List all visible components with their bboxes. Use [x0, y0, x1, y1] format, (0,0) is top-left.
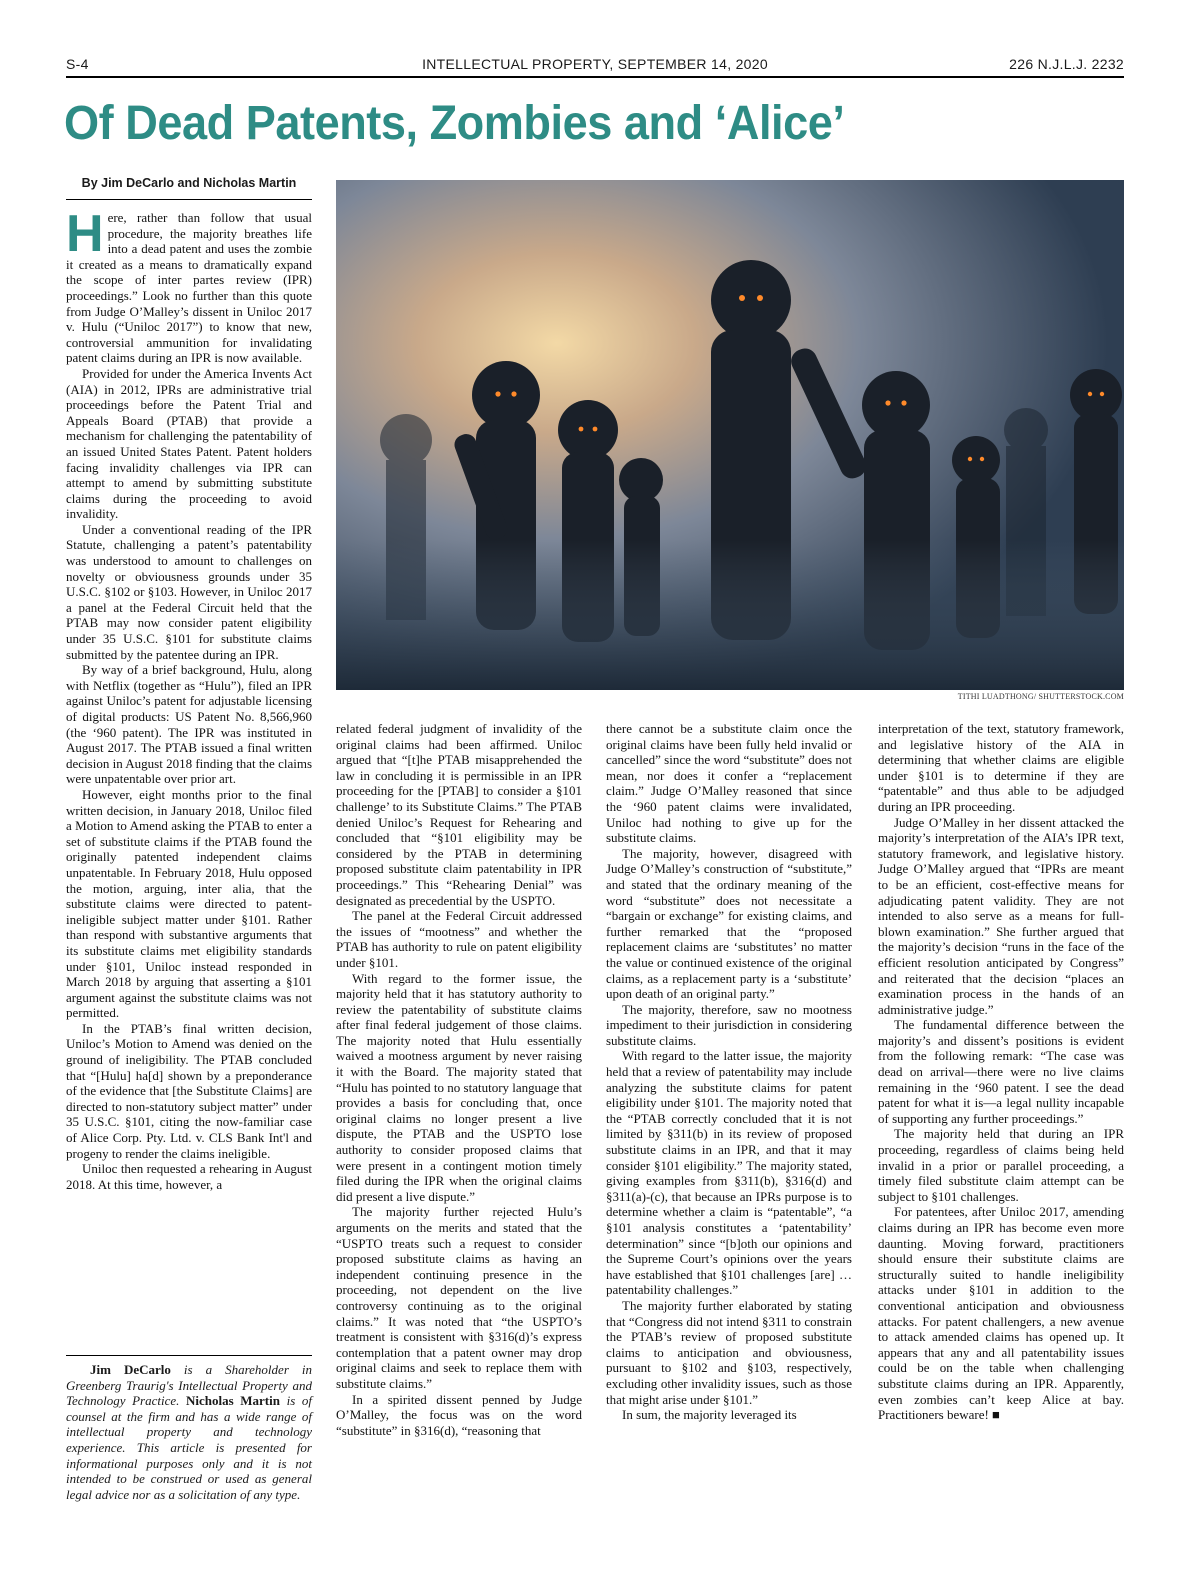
citation: 226 N.J.L.J. 2232: [1009, 56, 1124, 72]
byline: By Jim DeCarlo and Nicholas Martin: [66, 176, 312, 200]
running-header: [66, 56, 1124, 76]
paragraph: there cannot be a substitute claim once the original claims have been fully held invalid or cancelled” since the word “substitute” does not mean, nor does it confer a “replacement claim.” Judge O’Malley reasoned that since the ‘960 patent claims were invalidated, Uniloc had nothing to give up for the substitute claims.: [606, 721, 852, 846]
author-description: is a Shareholder in Greenberg Traurig's Intellectual Property and Technology Practice.: [66, 1362, 312, 1409]
paragraph: The majority, however, disagreed with Judge O’Malley’s construction of “substitute,” and stated that the ordinary meaning of the word “substitute” does not necessitate a “bargain or exchange” for existing claims, and further remarked that the “proposed replacement claims are ‘substitutes’ no matter the value or continued existence of the original claims, as a replacement party is a ‘substitute’ upon death of an original party.”: [606, 845, 852, 1002]
author-bio: [66, 1355, 312, 1502]
article-title: Of Dead Patents, Zombies and ‘Alice’: [64, 97, 845, 150]
paragraph: With regard to the latter issue, the majority held that a review of patentability may include analyzing the substitute claims for patent eligibility under §101. The majority noted that the “PTAB correctly concluded that it is not limited by §311(b) in its review of proposed substitute claims in an IPR, and that it may consider §101 eligibility.” The majority stated, giving examples from §311(b), §316(d) and §311(a)-(c), that because an IPRs purpose is to determine whether a claim is “patentable”, “a §101 analysis constitutes a ‘patentability’ determination” since “[b]oth our opinions and the Supreme Court’s opinions over the years have established that §101 challenges [are] … patentability challenges.”: [606, 1048, 852, 1298]
paragraph: By way of a brief background, Hulu, along with Netflix (together as “Hulu”), filed an IPR against Uniloc’s patent for adjustable licensing of digital products: US Patent No. 8,566,960 (the ‘960 patent). The IPR was instituted in August 2017. The PTAB issued a final written decision in August 2018 finding that the claims were unpatentable over prior art.: [66, 662, 312, 787]
paragraph: The majority further elaborated by stating that “Congress did not intend §311 to constrain the PTAB’s review of proposed substitute claims to anticipation and obviousness, pursuant to §102 and §103, respectively, excluding other invalidity issues, such as those that might arise under §101.”: [606, 1297, 852, 1407]
paragraph: For patentees, after Uniloc 2017, amending claims during an IPR has become even more daunting. Moving forward, practitioners should ensure their substitute claims are structurally suited to handle ineligibility attacks under §101 in addition to the conventional anticipation and obviousness attacks. For patent challengers, a new avenue to attack amended claims has opened up. It appears that any and all patentability issues could be on the table when challenging substitute claims during an IPR. Apparently, even zombies can’t keep Alice at bay. Practitioners beware! ■: [878, 1204, 1124, 1423]
photo-credit: TITHI LUADTHONG/ SHUTTERSTOCK.COM: [957, 692, 1124, 701]
paragraph: The panel at the Federal Circuit addressed the issues of “mootness” and whether the PTAB has authority to rule on patent eligibility under §101.: [336, 908, 582, 970]
page-number: S-4: [66, 56, 89, 72]
author-name: Jim DeCarlo: [90, 1362, 171, 1377]
paragraph: The majority held that during an IPR proceeding, regardless of claims being held invalid in a prior or parallel proceeding, a timely filed substitute claim attempt can be subject to §101 challenges.: [878, 1126, 1124, 1204]
paragraph: Uniloc then requested a rehearing in August 2018. At this time, however, a: [66, 1161, 312, 1192]
column-4: [878, 721, 1124, 1423]
paragraph: With regard to the former issue, the majority held that it has statutory authority to review the patentability of substitute claims after final federal judgement of those claims. The majority noted that Hulu essentially waived a mootness argument by never raising it with the Board. The majority stated that “Hulu has pointed to no statutory language that provides a basis for concluding that, once original claims no longer present a live dispute, the PTAB and the USPTO lose authority to consider proposed claims that were present in a contingent motion timely filed during the IPR when the original claims did present a live dispute.”: [336, 970, 582, 1204]
zombie-illustration: [336, 180, 1124, 690]
paragraph: The majority, therefore, saw no mootness impediment to their jurisdiction in considering substitute claims.: [606, 1001, 852, 1048]
column-2: [336, 721, 582, 1438]
paragraph: The fundamental difference between the majority’s and dissent’s positions is evident from the following remark: “The case was dead on arrival—there were no live claims remaining in the ‘960 patent. I see the dead patent for what it is—a legal nullity incapable of supporting any further proceedings.”: [878, 1017, 1124, 1126]
author-description: is of counsel at the firm and has a wide range of intellectual property and technology experience. This article is presented for informational purposes only and it is not intended to be construed or used as general legal advice nor as a solicitation of any type.: [66, 1393, 312, 1502]
paragraph: However, eight months prior to the final written decision, in January 2018, Uniloc filed a Motion to Amend asking the PTAB to enter a set of substitute claims if the PTAB found the originally patented independent claims unpatentable. In February 2018, Hulu opposed the motion, arguing, inter alia, that the substitute claims were directed to patent-ineligible subject matter under §101. Rather than respond with substantive arguments that its substitute claims met eligibility standards under §101, Uniloc instead responded in March 2018 by arguing that asserting a §101 argument against the substitute claims was not permitted.: [66, 786, 312, 1021]
paragraph: Provided for under the America Invents Act (AIA) in 2012, IPRs are administrative trial proceedings before the Patent Trial and Appeals Board (PTAB) that provide a mechanism for challenging the patentability of an issued United States Patent. Patent holders facing invalidity challenges via IPR can attempt to amend by submitting substitute claims during the proceeding to avoid invalidity.: [66, 365, 312, 522]
paragraph: related federal judgment of invalidity of the original claims had been affirmed. Uniloc argued that “[t]he PTAB misapprehended the law in concluding it is permissible in an IPR proceeding for the [PTAB] to consider a §101 challenge’ to its Substitute Claims.” The PTAB denied Uniloc’s Request for Rehearing and concluded that “§101 eligibility may be considered by the PTAB in determining proposed substitute claim patentability in IPR proceedings.” This “Rehearing Denial” was designated as precedential by the USPTO.: [336, 721, 582, 908]
zombie-photo: [336, 180, 1124, 690]
paragraph: Judge O’Malley in her dissent attacked the majority’s interpretation of the AIA’s IPR text, statutory framework, and legislative history. Judge O’Malley argued that “IPRs are meant to be an efficient, cost-effective means for adjudicating patent validity. They are not intended to also serve as a means for full-blown examination.” She further argued that the majority’s decision “runs in the face of the efficient resolution anticipated by Congress” and reiterated that the decision “places an examination process in the hands of an administrative judge.”: [878, 814, 1124, 1017]
lead-text: ere, rather than follow that usual procedure, the majority breathes life into a dead patent and uses the zombie it created as a means to dramatically expand the scope of inter partes review (IPR) proceedings.” Look no further than this quote from Judge O’Malley’s dissent in Uniloc 2017 v. Hulu (“Uniloc 2017”) to know that new, controversial ammunition for invalidating patent claims during an IPR is now available.: [66, 210, 312, 366]
author-name: Nicholas Martin: [185, 1393, 280, 1409]
header-rule: [66, 76, 1124, 78]
paragraph: In a spirited dissent penned by Judge O’Malley, the focus was on the word “substitute” in §316(d), “reasoning that: [336, 1391, 582, 1438]
paragraph: In the PTAB’s final written decision, Uniloc’s Motion to Amend was denied on the ground of ineligibility. The PTAB concluded that “[Hulu] ha[d] shown by a preponderance of the evidence that [the Substitute Claims] are directed to non-statutory subject matter” under 35 U.S.C. §101, citing the now-familiar case of Alice Corp. Pty. Ltd. v. CLS Bank Int'l and progeny to render the claims ineligible.: [66, 1020, 312, 1161]
paragraph: [66, 205, 312, 366]
paragraph: interpretation of the text, statutory framework, and legislative history of the AIA in determining that whether claims are eligible under §101 is to determine if they are “patentable” and thus able to be adjudged during an IPR proceeding.: [878, 721, 1124, 814]
column-1: [66, 205, 312, 1192]
paragraph: In sum, the majority leveraged its: [622, 1407, 797, 1423]
drop-cap: H: [66, 205, 104, 263]
section-date: INTELLECTUAL PROPERTY, SEPTEMBER 14, 2020: [422, 56, 768, 72]
paragraph: Under a conventional reading of the IPR Statute, challenging a patent’s patentability was understood to amount to challenges on novelty or obviousness grounds under 35 U.S.C. §102 or §103. However, in Uniloc 2017 a panel at the Federal Circuit held that the PTAB may now consider patent eligibility under 35 U.S.C. §101 for substitute claims submitted by the patentee during an IPR.: [66, 521, 312, 662]
paragraph: The majority further rejected Hulu’s arguments on the merits and stated that the “USPTO treats such a request to consider proposed substitute claims as having an independent continuing presence in the proceeding, not dependent on the live controversy continuing as to the original claims.” It was noted that “the USPTO’s treatment is consistent with §316(d)’s express contemplation that a patent owner may drop original claims and seek to replace them with substitute claims.”: [336, 1204, 582, 1391]
column-3: [606, 721, 852, 1423]
